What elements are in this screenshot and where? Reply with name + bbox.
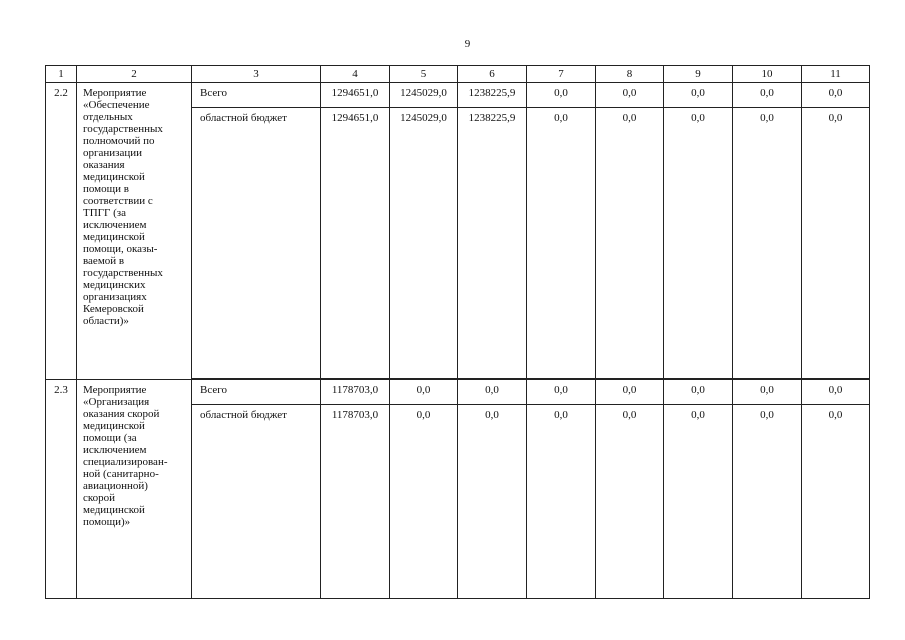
activity-description: Мероприятие «Организация оказания скорой медицинской помощи (за исключением специализирован- ной (санитарно- авиационной) скорой медицинской помощи)» [77,380,192,599]
value-cell: 0,0 [802,83,870,108]
activity-description: Мероприятие «Обеспечение отдельных государственных полномочий по организации оказания медицинской помощи в соответствии с ТПГГ (за исключением медицинской помощи, оказы- ваемой в государственных медицинских организациях Кемеровской области)» [77,83,192,380]
value-cell: 0,0 [596,108,664,379]
row-number: 2.2 [46,83,77,380]
value-cell: 0,0 [527,108,596,379]
value-cell: 1294651,0 [321,108,390,379]
value-cell: 1178703,0 [321,380,390,405]
value-cell: 0,0 [458,380,527,405]
value-cell: 0,0 [802,108,870,379]
funding-source: областной бюджет [192,108,321,379]
column-header: 11 [802,66,870,83]
value-cell: 0,0 [596,83,664,108]
value-cell: 0,0 [733,83,802,108]
funding-source: областной бюджет [192,405,321,599]
value-cell: 0,0 [664,83,733,108]
value-cell: 0,0 [390,380,458,405]
value-cell: 1238225,9 [458,108,527,379]
value-cell: 0,0 [733,405,802,599]
header-row [46,66,870,83]
value-cell: 0,0 [733,108,802,379]
value-cell: 0,0 [596,380,664,405]
value-cell: 1294651,0 [321,83,390,108]
value-cell: 0,0 [802,405,870,599]
value-cell: 0,0 [664,108,733,379]
column-header: 7 [527,66,596,83]
column-header: 4 [321,66,390,83]
column-header: 10 [733,66,802,83]
value-cell: 0,0 [458,405,527,599]
table-row [46,83,870,108]
value-cell: 0,0 [733,380,802,405]
column-header: 3 [192,66,321,83]
value-cell: 1245029,0 [390,83,458,108]
value-cell: 1245029,0 [390,108,458,379]
value-cell: 0,0 [527,405,596,599]
value-cell: 0,0 [664,380,733,405]
budget-table [45,65,870,599]
table-row [46,380,870,405]
value-cell: 1178703,0 [321,405,390,599]
column-header: 6 [458,66,527,83]
column-header: 1 [46,66,77,83]
column-header: 8 [596,66,664,83]
funding-source: Всего [192,83,321,108]
value-cell: 0,0 [596,405,664,599]
column-header: 2 [77,66,192,83]
value-cell: 0,0 [802,380,870,405]
value-cell: 0,0 [664,405,733,599]
column-header: 9 [664,66,733,83]
page-number: 9 [464,38,471,50]
value-cell: 0,0 [390,405,458,599]
row-number: 2.3 [46,380,77,599]
value-cell: 1238225,9 [458,83,527,108]
value-cell: 0,0 [527,83,596,108]
funding-source: Всего [192,380,321,405]
column-header: 5 [390,66,458,83]
value-cell: 0,0 [527,380,596,405]
